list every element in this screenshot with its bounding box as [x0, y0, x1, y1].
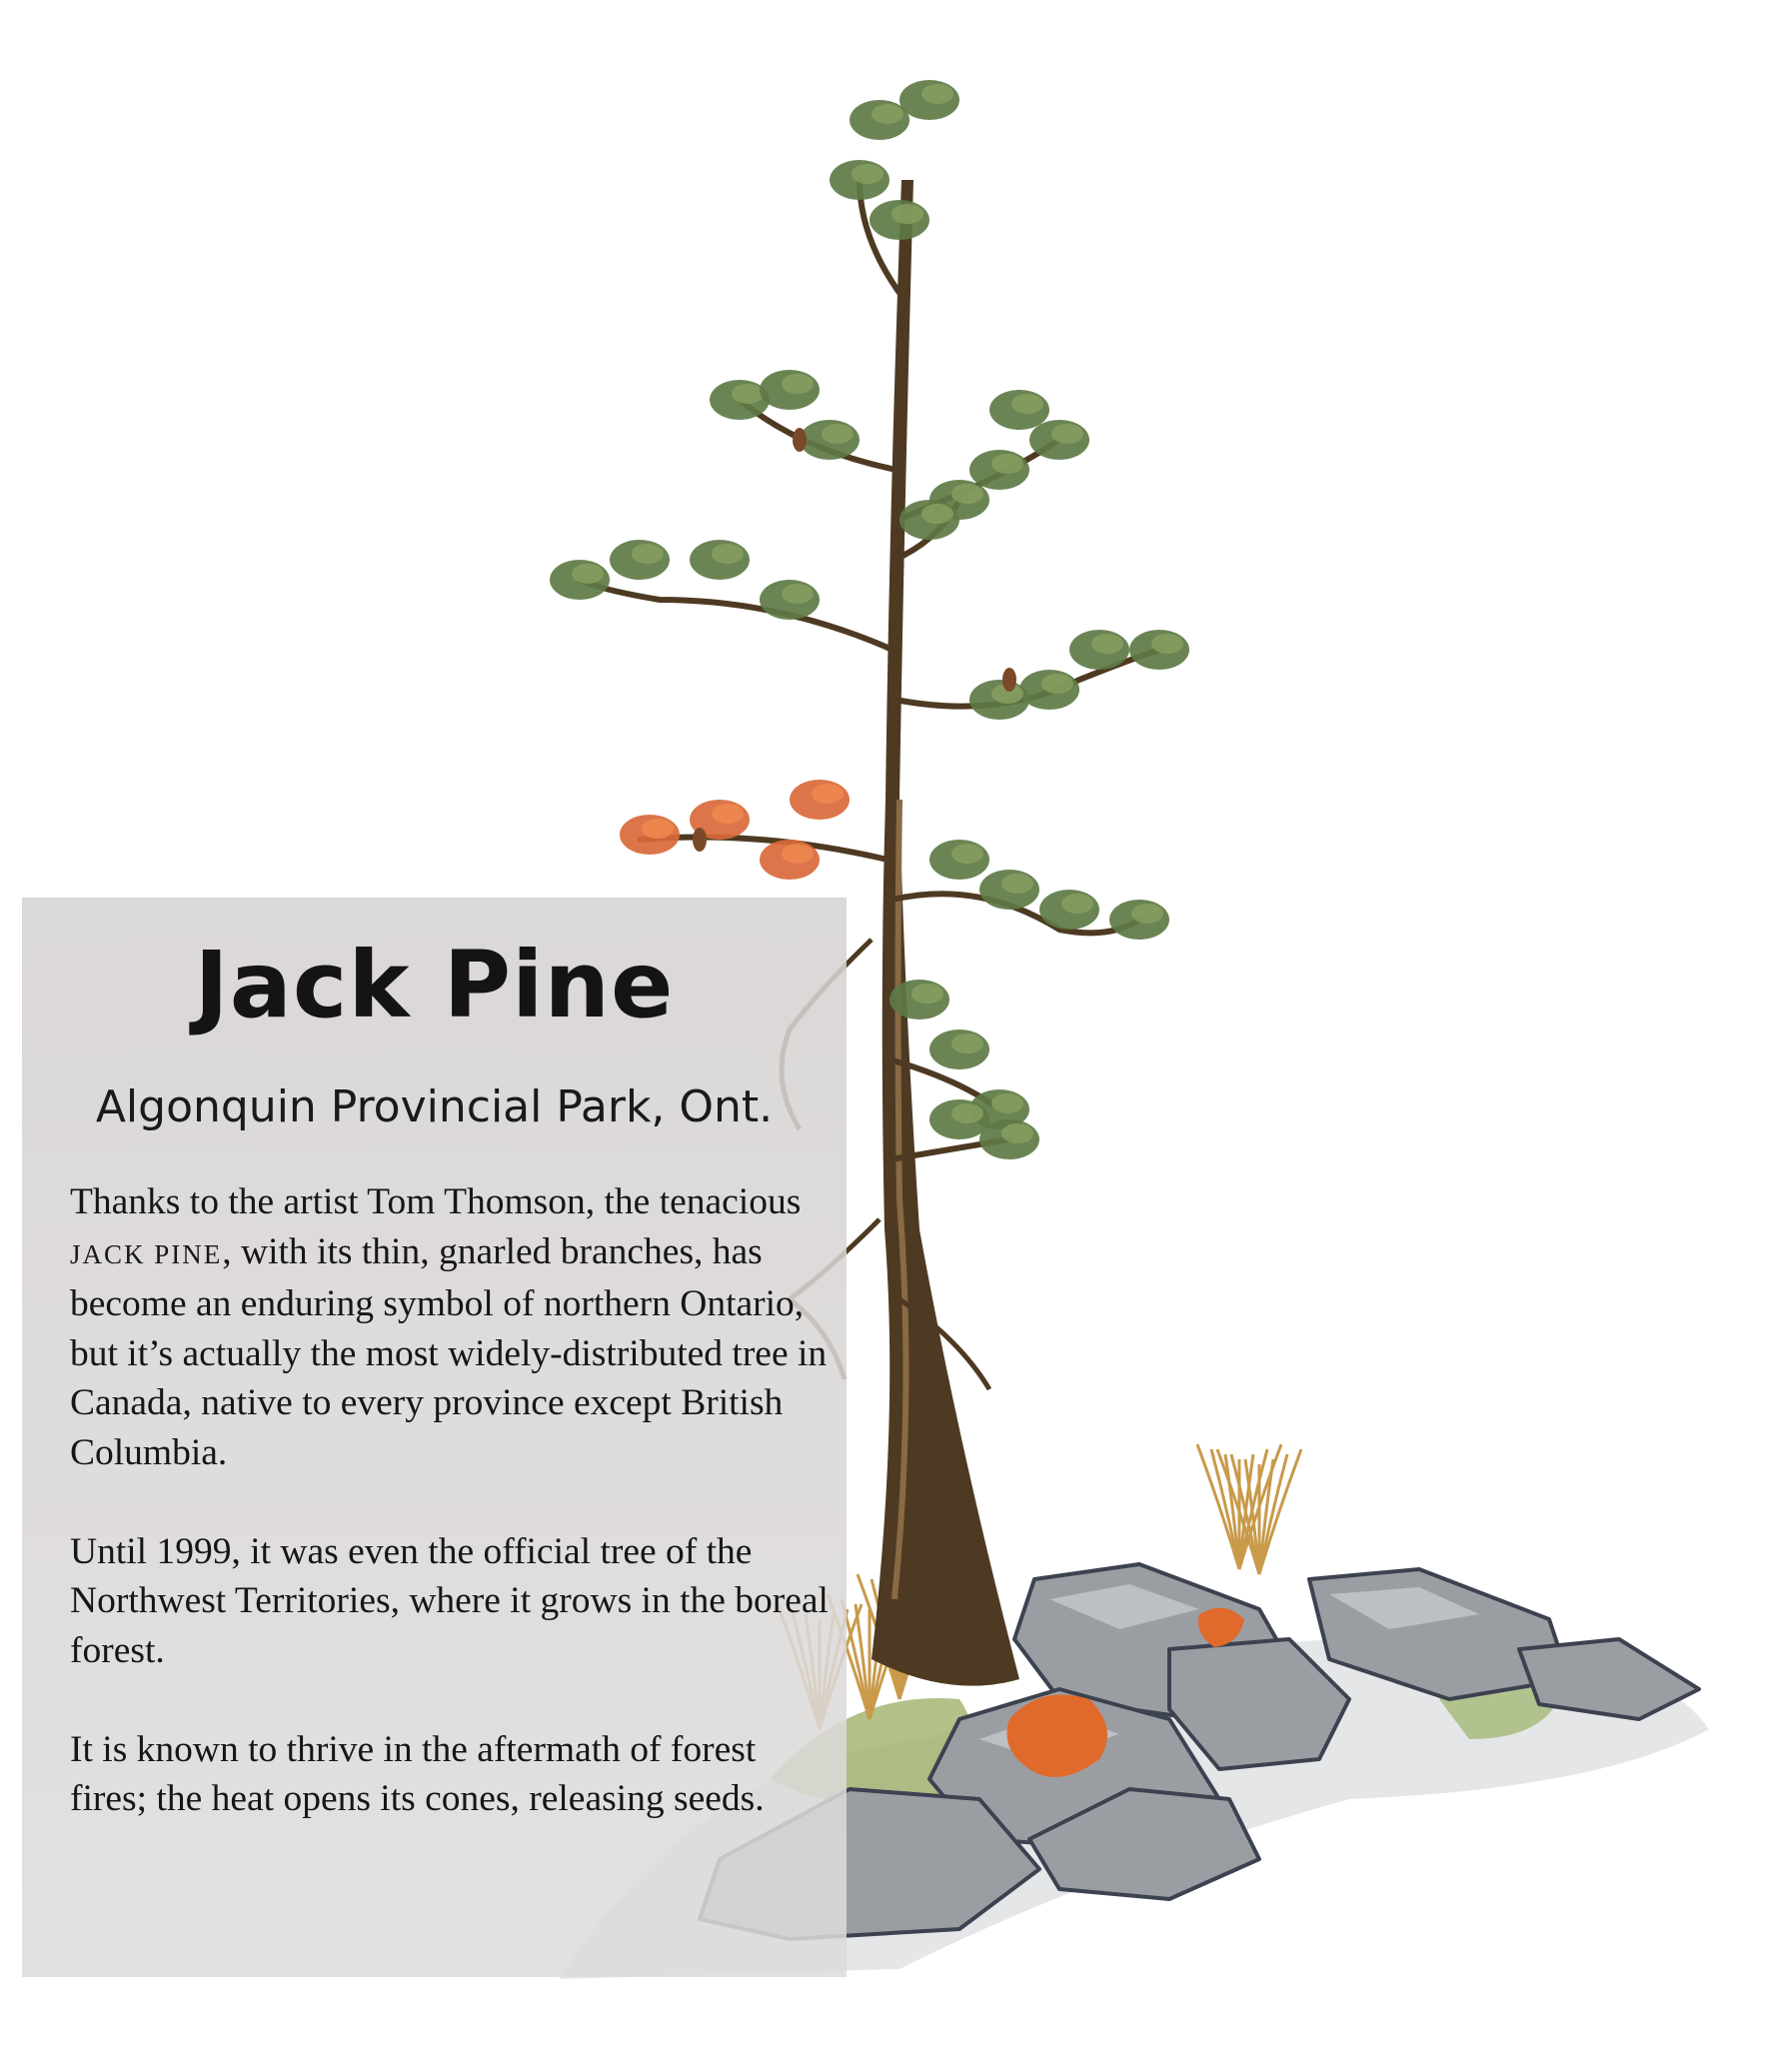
foliage-highlight — [1011, 394, 1043, 414]
foliage-highlight — [1061, 894, 1093, 914]
foliage-highlight — [991, 454, 1023, 474]
foliage-highlight — [1131, 904, 1163, 924]
foliage-highlight — [812, 784, 844, 804]
foliage-highlight — [782, 844, 814, 864]
foliage-highlight — [632, 544, 664, 564]
pine-cone — [793, 428, 807, 452]
card-body — [70, 1177, 830, 1873]
tree-branch — [580, 580, 892, 650]
paragraph-2: Until 1999, it was even the official tree of the Northwest Territories, where it grows in the boreal forest. — [70, 1530, 829, 1671]
foliage-highlight — [732, 384, 764, 404]
foliage-highlight — [1151, 634, 1183, 654]
foliage-highlight — [921, 84, 953, 104]
card-location: Algonquin Provincial Park, Ont. — [95, 1081, 774, 1132]
foliage-highlight — [951, 1103, 983, 1123]
foliage-highlight — [712, 804, 744, 824]
card-title: Jack Pine — [194, 932, 675, 1038]
foliage-highlight — [712, 544, 744, 564]
foliage-highlight — [642, 819, 674, 839]
foliage-highlight — [572, 564, 604, 584]
foliage-highlight — [1091, 634, 1123, 654]
foliage-highlight — [1041, 674, 1073, 694]
paragraph-1-end: , with its thin, gnarled branches, has become an enduring symbol of northern Ontario, but it’s actually the most widely-distributed tree in Canada, native to every province except British Columbia. — [70, 1230, 828, 1473]
foliage-highlight — [951, 1034, 983, 1053]
foliage-highlight — [911, 984, 943, 1004]
foliage-highlight — [921, 504, 953, 524]
paragraph-1-start: Thanks to the artist Tom Thomson, the tenacious — [70, 1181, 802, 1222]
foliage-highlight — [1001, 874, 1033, 894]
foliage-highlight — [822, 424, 854, 444]
foliage-highlight — [951, 844, 983, 864]
paragraph-3: It is known to thrive in the aftermath of forest fires; the heat opens its cones, releasing seeds. — [70, 1728, 765, 1819]
foliage-highlight — [782, 584, 814, 604]
foliage-highlight — [891, 204, 923, 224]
foliage-highlight — [872, 104, 903, 124]
pine-cone — [693, 828, 707, 852]
foliage-highlight — [852, 164, 884, 184]
foliage-highlight — [1051, 424, 1083, 444]
paragraph-1 — [70, 1177, 830, 1477]
pine-cone — [1002, 668, 1016, 692]
foliage-highlight — [951, 484, 983, 504]
foliage-highlight — [1001, 1123, 1033, 1143]
foliage-highlight — [991, 1093, 1023, 1113]
jack-pine-smallcaps: JACK PINE — [70, 1238, 223, 1269]
foliage-highlight — [782, 374, 814, 394]
